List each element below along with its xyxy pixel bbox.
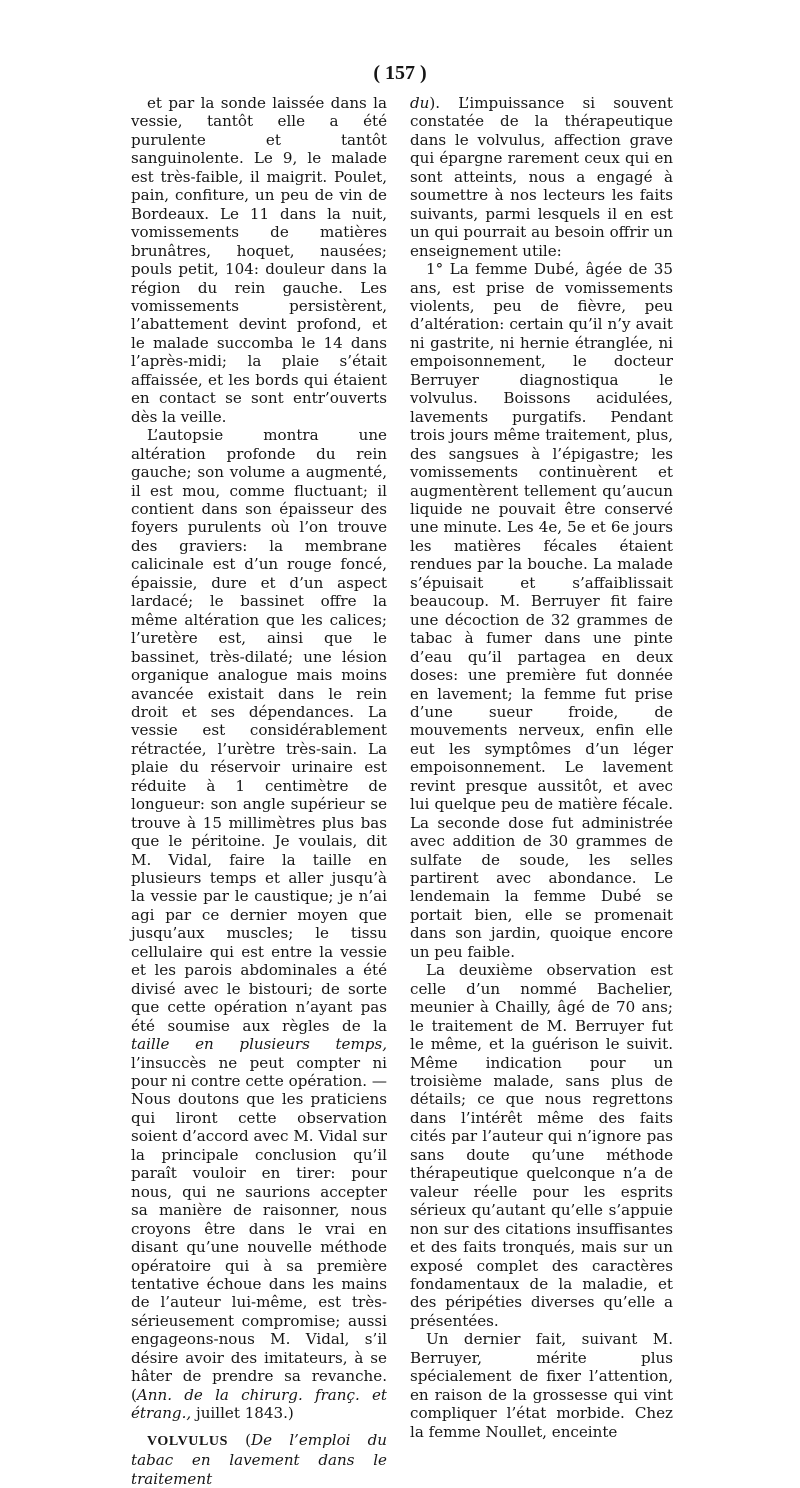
left-column [131, 94, 387, 1488]
paragraph-bachelier: La deuxième observation est celle d’un nommé Bachelier, meunier à Chailly, âgé de 70 ans; le traitement de M. Berruyer fut le même, et la guérison le suivit. Même indication pour un troisième malade, sans plus de détails; ce que nous regrettons dans l’intérêt même des faits cités par l’auteur qui n’ignore pas sans doute qu’une méthode thérapeutique quelconque n’a de valeur réelle pour les esprits sérieux qu’autant qu’elle s’appuie non sur des citations insuffisantes et des faits tronqués, mais sur un exposé complet des caractères fondamentaux de la maladie, et des péripéties diverses qu’elle a présentées. [410, 961, 673, 1330]
autopsie-text-a: L’autopsie montra une altération profonde du rein gauche; son volume a augmenté, il est mou, comme fluctuant; il contient dans son épaisseur des foyers purulents où l’on trouve des graviers: la membrane calicinale est d’un rouge foncé, épaissie, dure et d’un aspect lardacé; le bassinet offre la même altération que les calices; l’uretère est, ainsi que le bassinet, très-dilaté; une lésion organique analogue mais moins avancée existait dans le rein droit et ses dépendances. La vessie est considérablement rétractée, l’urètre très-sain. La plaie du réservoir urinaire est réduite à 1 centimètre de longueur: son angle supérieur se trouve à 15 millimètres plus bas que le péritoine. Je voulais, dit M. Vidal, faire la taille en plusieurs temps et aller jusqu’à la vessie par le caustique; je n’ai agi par ce dernier moyen que jusqu’aux muscles; le tissu cellulaire qui est entre la vessie et les parois abdominales a été divisé avec le bistouri; de sorte que cette opération n’ayant pas été soumise aux règles de la [131, 426, 387, 1035]
intro-text: ). L’impuissance si souvent constatée de la thérapeutique dans le volvulus, affection grave qui épargne rarement ceux qui en sont atteints, nous a engagé à soumettre à nos lecteurs les faits suivants, parmi lesquels il en est un qui pourrait au besoin offrir un enseignement utile: [410, 94, 673, 260]
page-number: ( 157 ) [373, 62, 427, 84]
taille-italic: taille en plusieurs temps, [131, 1035, 387, 1054]
citation-date: juillet 1843.) [196, 1404, 294, 1423]
citation-italic: Ann. de la chirurg. franç. et étrang., [131, 1385, 387, 1423]
paragraph-autopsie [131, 426, 387, 1422]
heading-paren: ( [228, 1430, 252, 1449]
volvulus-title: VOLVULUS [147, 1433, 229, 1449]
right-column [410, 94, 673, 1441]
heading-italic: De l’emploi du tabac en lavement dans le traitement [131, 1430, 387, 1488]
paragraph-volvulus-intro [410, 94, 673, 260]
paragraph-sonde: et par la sonde laissée dans la vessie, tantôt elle a été purulente et tantôt sanguinolente. Le 9, le malade est très-faible, il maigrit. Poulet, pain, confiture, un peu de vin de Bordeaux. Le 11 dans la nuit, vomissements de matières brunâtres, hoquet, nausées; pouls petit, 104: douleur dans la région du rein gauche. Les vomissements persistèrent, l’abattement devint profond, et le malade succomba le 14 dans l’après-midi; la plaie s’était affaissée, et les bords qui étaient en contact se sont entr’ouverts dès la veille. [131, 94, 387, 426]
paragraph-noullet: Un dernier fait, suivant M. Berruyer, mérite plus spécialement de fixer l’attention, en raison de la grossesse qui vint compliquer l’état morbide. Chez la femme Noullet, enceinte [410, 1330, 673, 1441]
du-italic: du [410, 94, 430, 112]
paragraph-dube: 1° La femme Dubé, âgée de 35 ans, est prise de vomissements violents, peu de fièvre, peu d’altération: certain qu’il n’y avait ni gastrite, ni hernie étranglée, ni empoisonnement, le docteur Berruyer diagnostiqua le volvulus. Boissons acidulées, lavements purgatifs. Pendant trois jours même traitement, plus, des sangsues à l’épigastre; les vomissements continuèrent et augmentèrent tellement qu’aucun liquide ne pouvait être conservé une minute. Les 4e, 5e et 6e jours les matières fécales étaient rendues par la bouche. La malade s’épuisait et s’affaiblissait beaucoup. M. Berruyer fit faire une décoction de 32 grammes de tabac à fumer dans une pinte d’eau qu’il partagea en deux doses: une première fut donnée en lavement; la femme fut prise d’une sueur froide, de mouvements nerveux, enfin elle eut les symptômes d’un léger empoisonnement. Le lavement revint presque aussitôt, et avec lui quelque peu de matière fécale. La seconde dose fut administrée avec addition de 30 grammes de sulfate de soude, les selles partirent avec abondance. Le lendemain la femme Dubé se portait bien, elle se promenait dans son jardin, quoique encore un peu faible. [410, 260, 673, 961]
volvulus-heading [131, 1431, 387, 1488]
autopsie-text-b: l’insuccès ne peut compter ni pour ni contre cette opération. — Nous doutons que les praticiens qui liront cette observation soient d’accord avec M. Vidal sur la principale conclusion qu’il paraît vouloir en tirer: pour nous, qui ne saurions accepter sa manière de raisonner, nous croyons être dans le vrai en disant qu’une nouvelle méthode opératoire qui à sa première tentative échoue dans les mains de l’auteur lui-même, est très-sérieusement compromise; aussi engageons-nous M. Vidal, s’il désire avoir des imitateurs, à se hâter de prendre sa revanche. ( [131, 1053, 387, 1404]
